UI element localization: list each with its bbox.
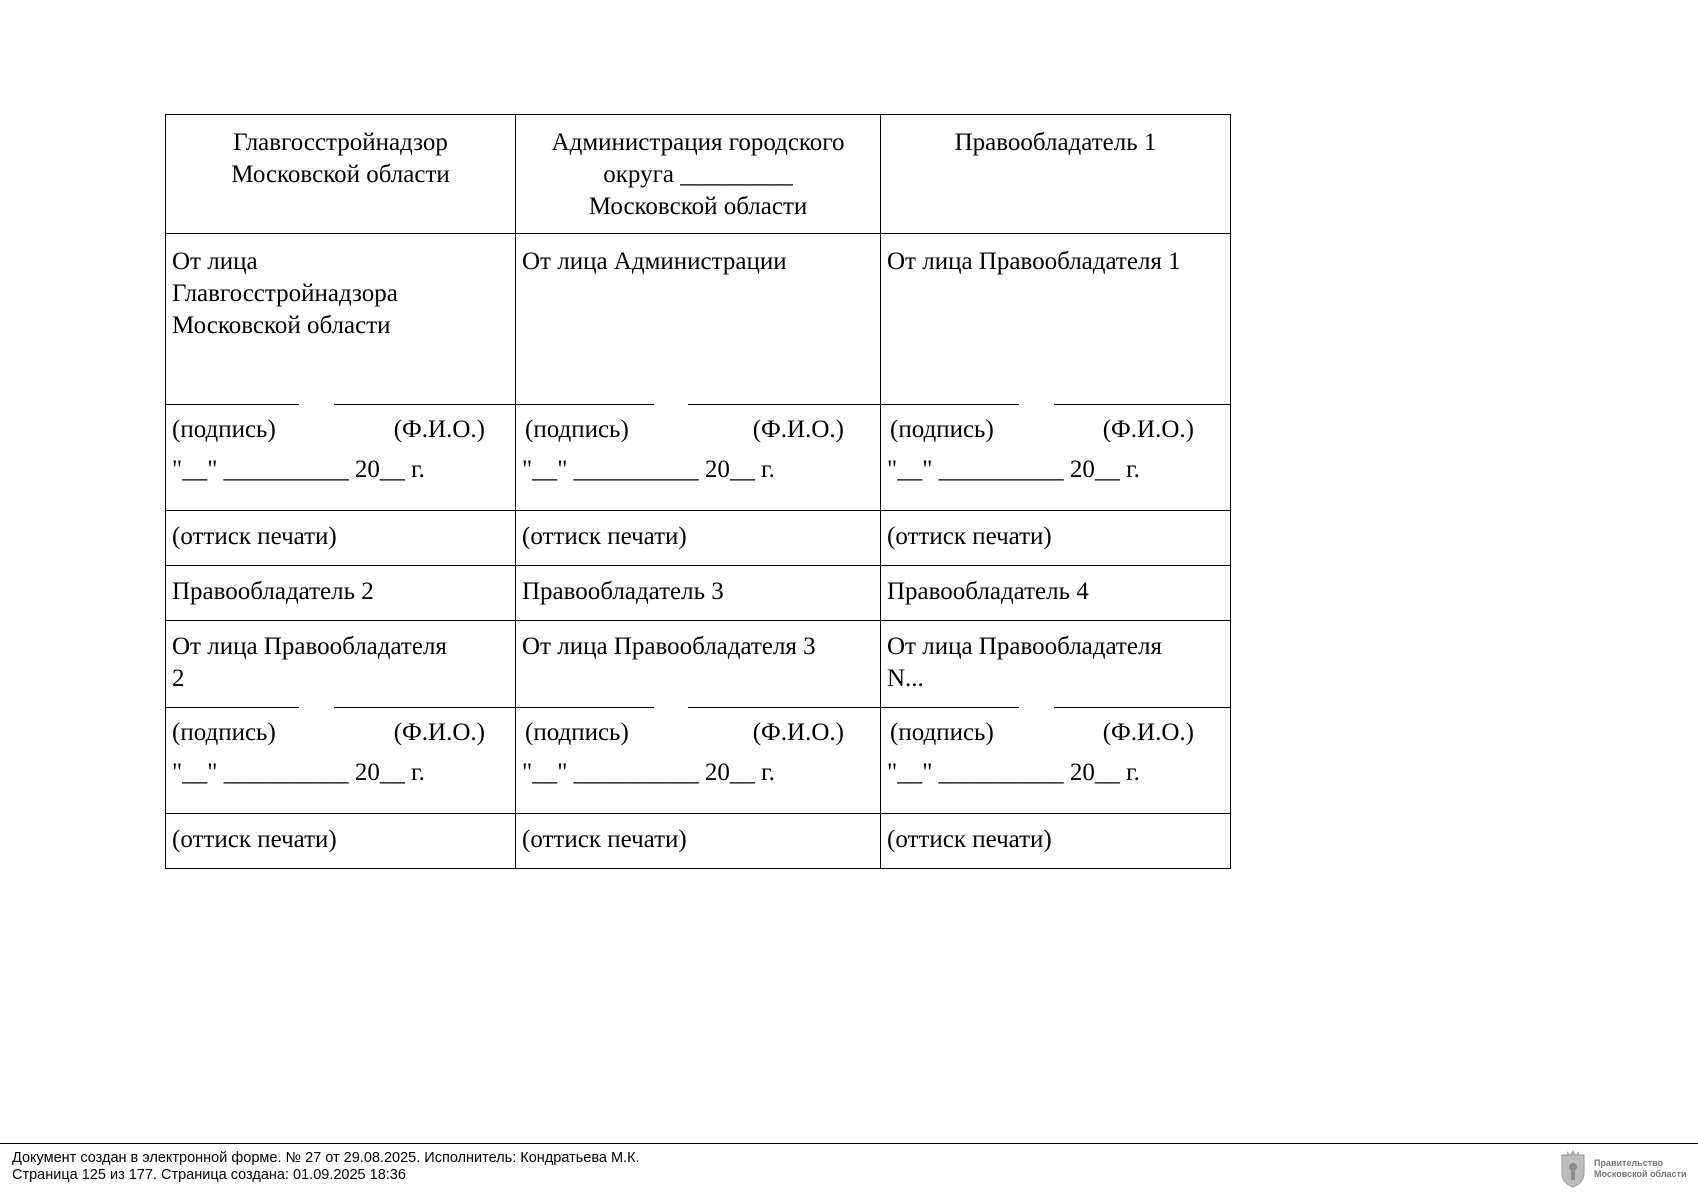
from-text: Главгосстройнадзора bbox=[172, 280, 398, 307]
header-text: Московской области bbox=[588, 193, 808, 220]
from-text: От лица Правообладателя 1 bbox=[887, 248, 1181, 275]
signature-row bbox=[166, 404, 1231, 511]
signature-label: (подпись) bbox=[172, 719, 276, 746]
stamp-label: (оттиск печати) bbox=[172, 826, 337, 853]
from-row bbox=[166, 234, 1231, 405]
owner-label: Правообладатель 4 bbox=[887, 578, 1089, 605]
from-text: От лица Правообладателя 3 bbox=[522, 633, 816, 660]
from-row bbox=[166, 621, 1231, 708]
government-logo bbox=[1558, 1148, 1693, 1190]
header-cell-gosstroynadzor bbox=[166, 115, 516, 234]
stamp-label: (оттиск печати) bbox=[887, 523, 1052, 550]
header-cell-owner-1 bbox=[881, 115, 1231, 234]
owner-label: Правообладатель 3 bbox=[522, 578, 724, 605]
from-text: От лица Правообладателя bbox=[887, 633, 1162, 660]
from-text: От лица Правообладателя bbox=[172, 633, 447, 660]
from-text: От лица Администрации bbox=[522, 248, 787, 275]
signature-label: (подпись) bbox=[890, 719, 994, 746]
date-field: "__" __________ 20__ г. bbox=[522, 759, 775, 786]
date-field: "__" __________ 20__ г. bbox=[887, 456, 1140, 483]
from-text: Московской области bbox=[172, 312, 391, 339]
header-row bbox=[166, 115, 1231, 234]
date-field: "__" __________ 20__ г. bbox=[522, 456, 775, 483]
signature-label: (подпись) bbox=[525, 416, 629, 443]
stamp-row bbox=[166, 511, 1231, 566]
header-text: Правообладатель 1 bbox=[954, 129, 1157, 156]
from-text: N... bbox=[887, 665, 924, 692]
stamp-label: (оттиск печати) bbox=[887, 826, 1052, 853]
owner-label: Правообладатель 2 bbox=[172, 578, 374, 605]
fio-label: (Ф.И.О.) bbox=[393, 719, 485, 746]
header-text: Администрация городского bbox=[551, 129, 845, 156]
fio-label: (Ф.И.О.) bbox=[393, 416, 485, 443]
stamp-label: (оттиск печати) bbox=[522, 826, 687, 853]
signature-label: (подпись) bbox=[890, 416, 994, 443]
logo-text-line: Правительство bbox=[1594, 1158, 1664, 1168]
header-text: округа _________ bbox=[603, 161, 793, 188]
header-text: Главгосстройнадзор bbox=[233, 129, 448, 156]
signature-label: (подпись) bbox=[172, 416, 276, 443]
header-cell-administration bbox=[516, 115, 881, 234]
fio-label: (Ф.И.О.) bbox=[1102, 719, 1194, 746]
date-field: "__" __________ 20__ г. bbox=[172, 456, 425, 483]
header-text: Московской области bbox=[231, 161, 450, 188]
fio-label: (Ф.И.О.) bbox=[752, 416, 844, 443]
owners-row bbox=[166, 566, 1231, 621]
signature-row bbox=[166, 707, 1231, 814]
date-field: "__" __________ 20__ г. bbox=[887, 759, 1140, 786]
stamp-label: (оттиск печати) bbox=[522, 523, 687, 550]
fio-label: (Ф.И.О.) bbox=[752, 719, 844, 746]
signature-table bbox=[165, 114, 1231, 869]
logo-text-line: Московской области bbox=[1594, 1169, 1687, 1179]
stamp-row bbox=[166, 814, 1231, 869]
fio-label: (Ф.И.О.) bbox=[1102, 416, 1194, 443]
footer-line-page: Страница 125 из 177. Страница создана: 01.09.2025 18:36 bbox=[12, 1167, 406, 1183]
from-text: 2 bbox=[172, 665, 185, 692]
signature-label: (подпись) bbox=[525, 719, 629, 746]
coat-of-arms-icon bbox=[1558, 1149, 1588, 1189]
footer-line-document: Документ создан в электронной форме. № 27 от 29.08.2025. Исполнитель: Кондратьева М.К. bbox=[12, 1150, 640, 1166]
from-text: От лица bbox=[172, 248, 258, 275]
stamp-label: (оттиск печати) bbox=[172, 523, 337, 550]
date-field: "__" __________ 20__ г. bbox=[172, 759, 425, 786]
